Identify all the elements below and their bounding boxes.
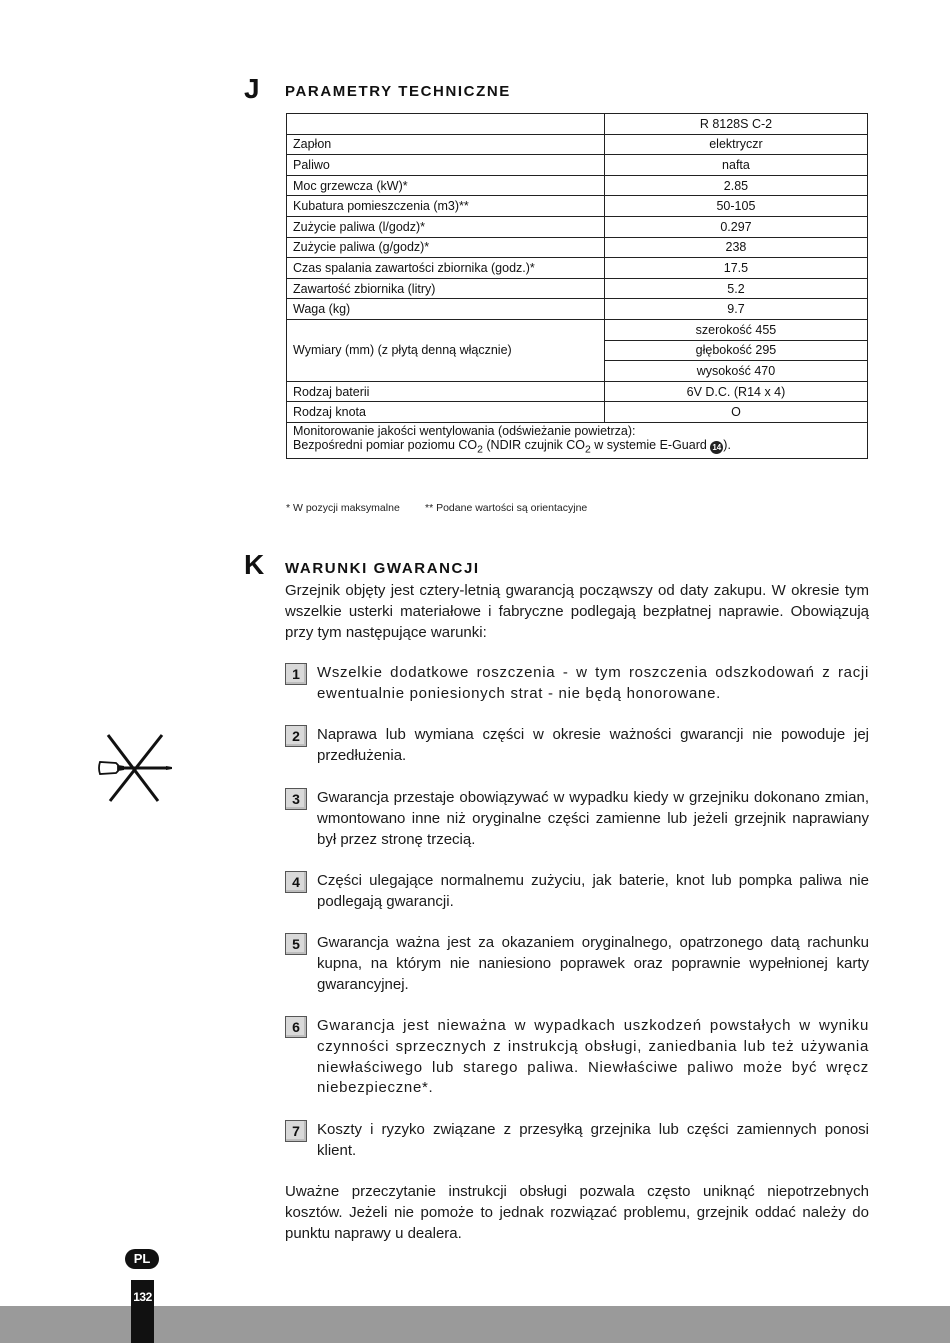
spec-value: 9.7 (604, 299, 867, 320)
language-badge: PL (125, 1249, 159, 1269)
spec-label: Zużycie paliwa (l/godz)* (287, 216, 605, 237)
table-row (287, 175, 868, 196)
warranty-intro: Grzejnik objęty jest cztery-letnią gwarancją począwszy od daty zakupu. W okresie tym wszelkie usterki materiałowe i fabryczne podlegają bezpłatnej naprawie. Obowiązują przy tym następujące warunki: (285, 582, 869, 641)
table-row (287, 216, 868, 237)
note-line-2a: Bezpośredni pomiar poziomu CO (293, 437, 478, 452)
wick-label: Rodzaj knota (287, 402, 605, 423)
footnote-approx: ** Podane wartości są orientacyjne (425, 502, 588, 514)
footnote-max: * W pozycji maksymalne (286, 502, 400, 514)
ventilation-note (287, 422, 868, 459)
item-text: Części ulegające normalnemu zużyciu, jak baterie, knot lub pompka paliwa nie podlegają gwarancji. (317, 872, 869, 910)
spec-value: 2.85 (604, 175, 867, 196)
item-text: Naprawa lub wymiana części w okresie ważności gwarancji nie powoduje jej przedłużenia. (317, 726, 869, 764)
dimensions-height: wysokość 470 (604, 361, 867, 382)
spec-label: Zużycie paliwa (g/godz)* (287, 237, 605, 258)
table-row (287, 299, 868, 320)
dimensions-depth: głębokość 295 (604, 340, 867, 361)
item-number: 3 (285, 788, 307, 810)
table-row (287, 196, 868, 217)
table-row (287, 155, 868, 176)
section-k-letter: K (244, 549, 265, 580)
table-row (287, 237, 868, 258)
item-number: 7 (285, 1120, 307, 1142)
spec-label: Moc grzewcza (kW)* (287, 175, 605, 196)
battery-value: 6V D.C. (R14 x 4) (604, 381, 867, 402)
table-row (287, 381, 868, 402)
no-screwdriver-icon (96, 731, 176, 803)
note-line-2c: w systemie E-Guard (590, 437, 711, 452)
spec-value: 17.5 (604, 258, 867, 279)
section-k-title: WARUNKI GWARANCJI (285, 560, 480, 577)
battery-label: Rodzaj baterii (287, 381, 605, 402)
spec-label: Kubatura pomieszczenia (m3)** (287, 196, 605, 217)
item-text: Wszelkie dodatkowe roszczenia - w tym roszczenia odszkodowań z racji ewentualnie poniesionych strat - nie będą honorowane. (317, 664, 869, 702)
spec-label: Paliwo (287, 155, 605, 176)
dimensions-width: szerokość 455 (604, 319, 867, 340)
wick-value: O (604, 402, 867, 423)
spec-value: 0.297 (604, 216, 867, 237)
table-row (287, 258, 868, 279)
table-row (287, 134, 868, 155)
section-j-title: PARAMETRY TECHNICZNE (285, 83, 511, 100)
note-line-2d: ). (723, 437, 731, 452)
table-row (287, 114, 868, 135)
spec-label: Zapłon (287, 134, 605, 155)
spec-header-empty (287, 114, 605, 135)
note-line-1: Monitorowanie jakości wentylowania (odświeżanie powietrza): (293, 423, 636, 438)
item-text: Gwarancja jest nieważna w wypadkach uszkodzeń powstałych w wyniku czynności sprzecznych z instrukcją obsługi, zaniedbania lub też używania niewłaściwego lub starego paliwa. Niewłaściwe paliwo może być wręcz niebezpieczne*. (317, 1017, 869, 1097)
spec-value: elektryczr (604, 134, 867, 155)
dimensions-label: Wymiary (mm) (z płytą denną włącznie) (287, 319, 605, 381)
spec-value: nafta (604, 155, 867, 176)
note-sub-2: 2 (585, 444, 591, 456)
item-text: Gwarancja przestaje obowiązywać w wypadku kiedy w grzejniku dokonano zmian, wmontowano inne niż oryginalne części zamienne lub jeżeli grzejnik naprawiany był przez stronę trzecią. (317, 789, 869, 848)
item-number: 5 (285, 933, 307, 955)
e-guard-badge: 14 (710, 441, 723, 454)
warranty-closing: Uważne przeczytanie instrukcji obsługi pozwala często uniknąć niepotrzebnych kosztów. Jeżeli nie pomoże to jednak rozwiązać problemu, grzejnik oddać należy do punktu naprawy u dealera. (285, 1183, 869, 1242)
item-number: 6 (285, 1016, 307, 1038)
item-text: Koszty i ryzyko związane z przesyłką grzejnika lub części zamiennych ponosi klient. (317, 1121, 869, 1159)
table-row (287, 422, 868, 459)
note-line-2b: (NDIR czujnik CO (482, 437, 586, 452)
spec-value: 5.2 (604, 278, 867, 299)
note-sub-1: 2 (477, 444, 483, 456)
item-text: Gwarancja ważna jest za okazaniem oryginalnego, opatrzonego datą rachunku kupna, na którym nie naniesiono poprawek oraz poprawnie wypełnionej karty gwarancyjnej. (317, 934, 869, 993)
spec-label: Czas spalania zawartości zbiornika (godz.)* (287, 258, 605, 279)
spec-label: Waga (kg) (287, 299, 605, 320)
table-row (287, 278, 868, 299)
section-j-letter: J (244, 73, 260, 104)
spec-table (286, 113, 868, 459)
table-row (287, 402, 868, 423)
item-number: 2 (285, 725, 307, 747)
item-number: 1 (285, 663, 307, 685)
spec-model: R 8128S C-2 (604, 114, 867, 135)
table-row (287, 319, 868, 340)
spec-value: 238 (604, 237, 867, 258)
spec-value: 50-105 (604, 196, 867, 217)
page-number: 132 (133, 1290, 152, 1304)
spec-label: Zawartość zbiornika (litry) (287, 278, 605, 299)
item-number: 4 (285, 871, 307, 893)
